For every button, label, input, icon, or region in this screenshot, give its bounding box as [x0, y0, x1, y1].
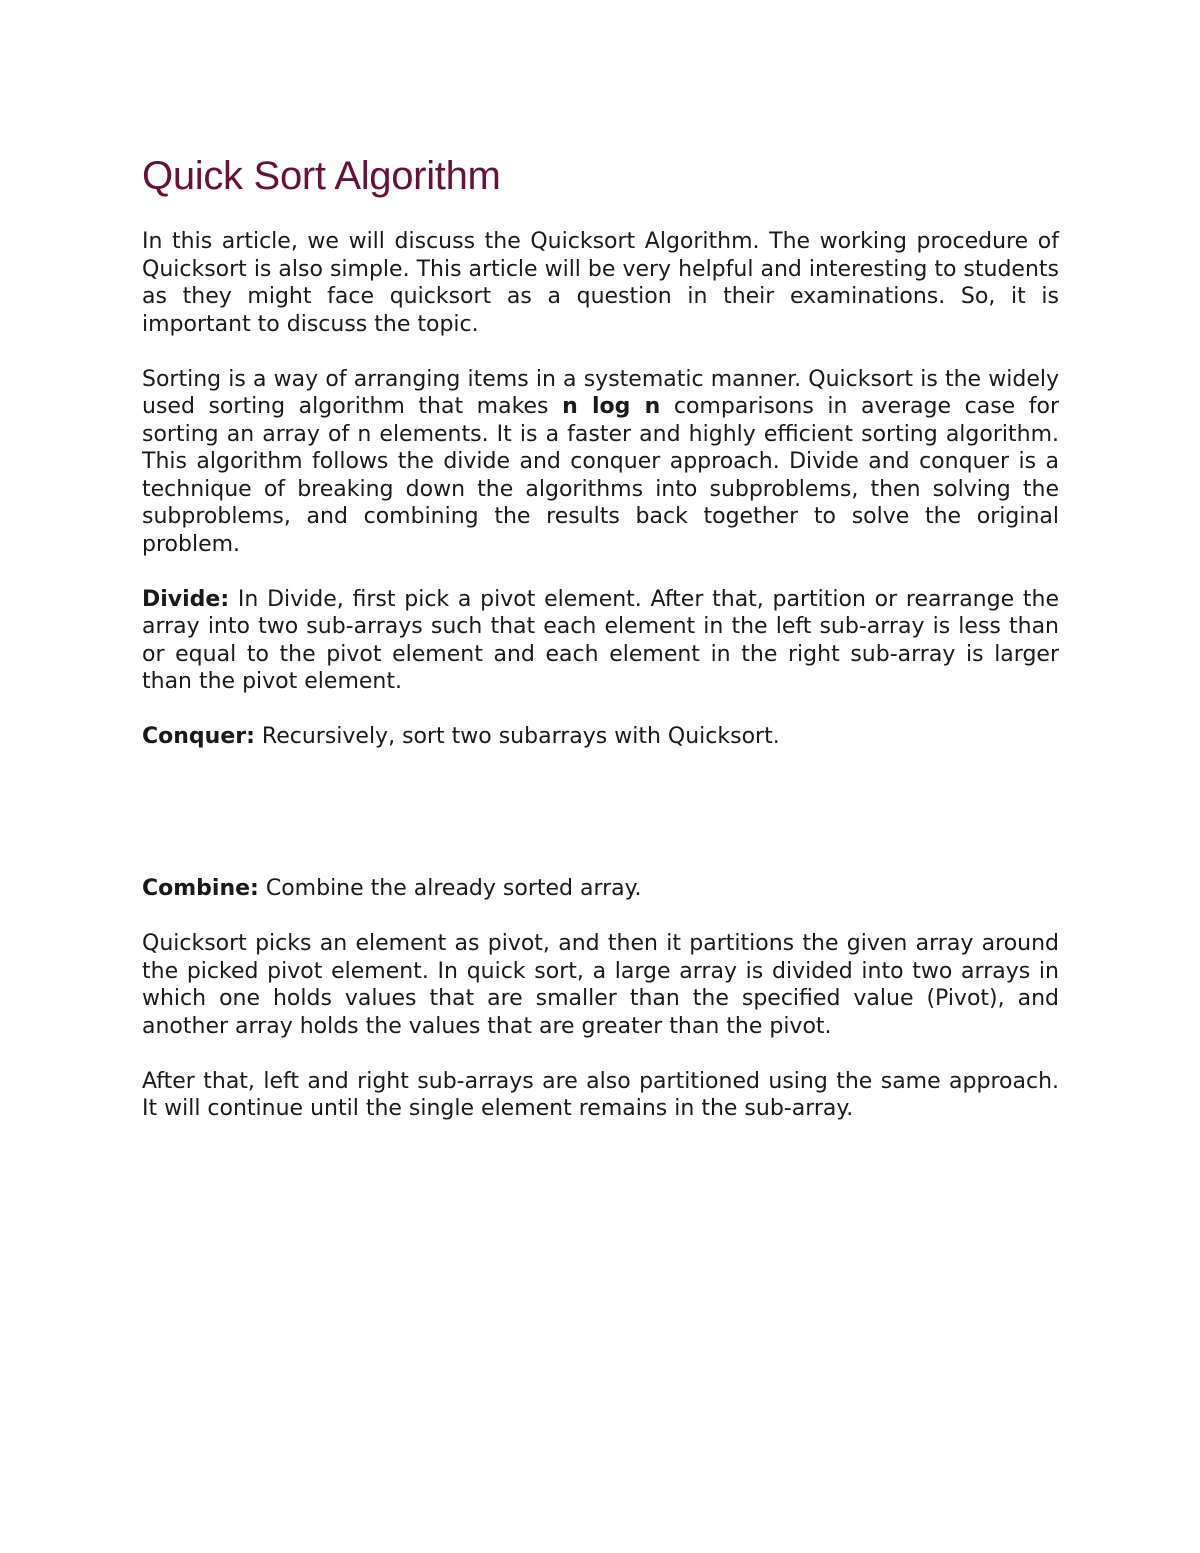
sorting-text-start: Sorting is a way of arranging items in a systematic manner. Quicksort is the widely used sorting algorithm that makes	[142, 366, 1059, 419]
document-body	[142, 150, 1059, 1150]
divide-label: Divide:	[142, 586, 230, 612]
divide-text: In Divide, first pick a pivot element. After that, partition or rearrange the array into two sub-arrays such that each element in the left sub-array is less than or equal to the pivot element and each element in the right sub-array is larger than the pivot element.	[142, 586, 1059, 694]
sorting-paragraph	[142, 366, 1059, 559]
combine-text: Combine the already sorted array.	[258, 876, 642, 901]
sorting-text-end: comparisons in average case for sorting an array of n elements. It is a faster and highly efficient sorting algorithm. This algorithm follows the divide and conquer approach. Divide and conquer is a technique of breaking down the algorithms into subproblems, then solving the subproblems, and combining the results back together to solve the original problem.	[142, 394, 1060, 557]
combine-paragraph	[142, 875, 1059, 903]
conquer-label: Conquer:	[142, 724, 255, 749]
complexity-term: n log n	[562, 394, 661, 419]
combine-label: Combine:	[142, 876, 259, 901]
conquer-paragraph	[142, 723, 1059, 751]
pivot-paragraph: Quicksort picks an element as pivot, and then it partitions the given array around the picked pivot element. In quick sort, a large array is divided into two arrays in which one holds values that are smaller than the specified value (Pivot), and another array holds the values that are greater than the pivot.	[142, 931, 1059, 1039]
divide-paragraph	[142, 586, 1059, 696]
partition-paragraph: After that, left and right sub-arrays are also partitioned using the same approach. It will continue until the single element remains in the sub-array.	[142, 1068, 1059, 1121]
conquer-text: Recursively, sort two subarrays with Quicksort.	[254, 724, 780, 749]
document-title: Quick Sort Algorithm	[142, 154, 501, 198]
intro-paragraph: In this article, we will discuss the Quicksort Algorithm. The working procedure of Quicksort is also simple. This article will be very helpful and interesting to students as they might face quicksort as a question in their examinations. So, it is important to discuss the topic.	[142, 229, 1059, 337]
blank-space	[142, 778, 1059, 875]
